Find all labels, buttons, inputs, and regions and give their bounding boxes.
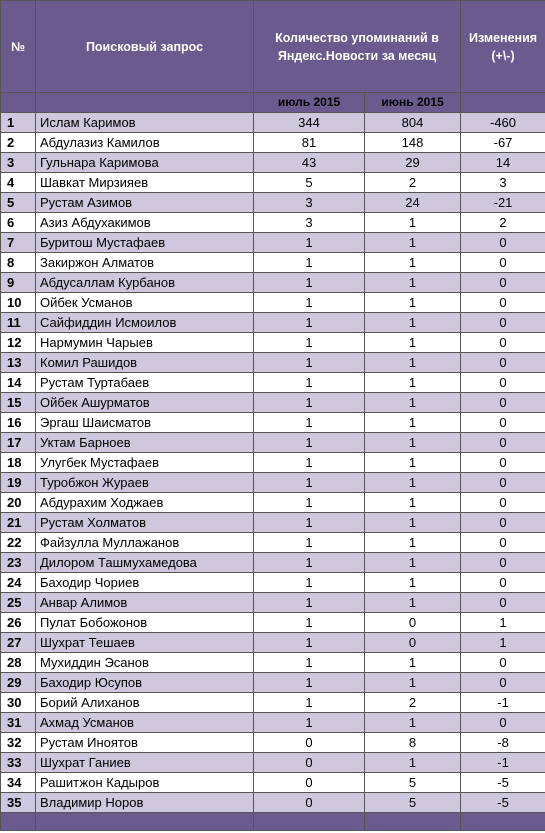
row-june: 1 xyxy=(365,653,461,673)
row-june: 1 xyxy=(365,673,461,693)
row-number: 21 xyxy=(1,513,36,533)
table-row xyxy=(1,633,545,653)
row-query: Рустам Туртабаев xyxy=(36,373,254,393)
row-change: 2 xyxy=(461,213,545,233)
row-july: 1 xyxy=(254,653,365,673)
row-change: 0 xyxy=(461,233,545,253)
row-number: 3 xyxy=(1,153,36,173)
row-query: Уктам Барноев xyxy=(36,433,254,453)
row-change: 0 xyxy=(461,373,545,393)
row-june: 0 xyxy=(365,633,461,653)
row-number: 18 xyxy=(1,453,36,473)
subheader-empty-num xyxy=(1,93,36,113)
subheader-june: июнь 2015 xyxy=(365,93,461,113)
row-query: Гульнара Каримова xyxy=(36,153,254,173)
row-change: 3 xyxy=(461,173,545,193)
row-query: Шавкат Мирзияев xyxy=(36,173,254,193)
row-july: 1 xyxy=(254,353,365,373)
table-row xyxy=(1,753,545,773)
row-number: 11 xyxy=(1,313,36,333)
row-change: 0 xyxy=(461,493,545,513)
row-change: -1 xyxy=(461,693,545,713)
row-july: 1 xyxy=(254,713,365,733)
row-change: 0 xyxy=(461,593,545,613)
table-row xyxy=(1,353,545,373)
row-query: Улугбек Мустафаев xyxy=(36,453,254,473)
header-num: № xyxy=(1,1,36,93)
row-june: 24 xyxy=(365,193,461,213)
row-number: 12 xyxy=(1,333,36,353)
row-change: -1 xyxy=(461,753,545,773)
row-change: 0 xyxy=(461,513,545,533)
row-number: 32 xyxy=(1,733,36,753)
row-change: 0 xyxy=(461,533,545,553)
row-july: 1 xyxy=(254,513,365,533)
row-july: 1 xyxy=(254,313,365,333)
row-july: 1 xyxy=(254,593,365,613)
row-june: 1 xyxy=(365,593,461,613)
footer-cell xyxy=(254,813,365,831)
row-query: Нармумин Чарыев xyxy=(36,333,254,353)
table-row xyxy=(1,593,545,613)
row-query: Баходир Чориев xyxy=(36,573,254,593)
row-july: 81 xyxy=(254,133,365,153)
row-query: Рустам Иноятов xyxy=(36,733,254,753)
row-july: 1 xyxy=(254,633,365,653)
row-query: Закиржон Алматов xyxy=(36,253,254,273)
row-july: 43 xyxy=(254,153,365,173)
row-july: 1 xyxy=(254,393,365,413)
row-query: Туробжон Жураев xyxy=(36,473,254,493)
row-june: 1 xyxy=(365,353,461,373)
row-number: 10 xyxy=(1,293,36,313)
row-change: -460 xyxy=(461,113,545,133)
row-june: 5 xyxy=(365,773,461,793)
header-change: Изменения (+\-) xyxy=(461,1,545,93)
row-change: 0 xyxy=(461,393,545,413)
table-row xyxy=(1,213,545,233)
table-row xyxy=(1,493,545,513)
row-june: 148 xyxy=(365,133,461,153)
row-query: Азиз Абдухакимов xyxy=(36,213,254,233)
row-change: 0 xyxy=(461,653,545,673)
row-number: 14 xyxy=(1,373,36,393)
row-number: 34 xyxy=(1,773,36,793)
row-june: 1 xyxy=(365,273,461,293)
row-query: Ислам Каримов xyxy=(36,113,254,133)
header-query: Поисковый запрос xyxy=(36,1,254,93)
row-june: 2 xyxy=(365,693,461,713)
row-change: 0 xyxy=(461,353,545,373)
table-row xyxy=(1,793,545,813)
row-query: Ахмад Усманов xyxy=(36,713,254,733)
row-number: 15 xyxy=(1,393,36,413)
row-change: 0 xyxy=(461,313,545,333)
row-june: 8 xyxy=(365,733,461,753)
row-june: 1 xyxy=(365,333,461,353)
row-july: 0 xyxy=(254,793,365,813)
row-change: 0 xyxy=(461,433,545,453)
table-header xyxy=(1,1,545,113)
row-july: 3 xyxy=(254,193,365,213)
row-change: 0 xyxy=(461,573,545,593)
row-june: 1 xyxy=(365,213,461,233)
table-row xyxy=(1,113,545,133)
table-body xyxy=(1,113,545,813)
row-june: 1 xyxy=(365,553,461,573)
table-row xyxy=(1,773,545,793)
row-number: 5 xyxy=(1,193,36,213)
table-row xyxy=(1,253,545,273)
row-query: Пулат Бобожонов xyxy=(36,613,254,633)
row-query: Анвар Алимов xyxy=(36,593,254,613)
row-number: 31 xyxy=(1,713,36,733)
row-query: Сайфиддин Исмоилов xyxy=(36,313,254,333)
row-change: -67 xyxy=(461,133,545,153)
row-change: 0 xyxy=(461,333,545,353)
footer-cell xyxy=(1,813,36,831)
row-query: Дилором Ташмухамедова xyxy=(36,553,254,573)
row-number: 27 xyxy=(1,633,36,653)
row-june: 1 xyxy=(365,433,461,453)
row-june: 1 xyxy=(365,533,461,553)
row-number: 30 xyxy=(1,693,36,713)
row-change: -5 xyxy=(461,793,545,813)
row-change: 0 xyxy=(461,713,545,733)
row-june: 0 xyxy=(365,613,461,633)
row-july: 1 xyxy=(254,613,365,633)
table-row xyxy=(1,233,545,253)
row-june: 1 xyxy=(365,493,461,513)
footer-cell xyxy=(365,813,461,831)
table-row xyxy=(1,273,545,293)
row-june: 1 xyxy=(365,373,461,393)
row-number: 17 xyxy=(1,433,36,453)
row-june: 1 xyxy=(365,753,461,773)
table-row xyxy=(1,413,545,433)
row-june: 5 xyxy=(365,793,461,813)
row-july: 1 xyxy=(254,453,365,473)
row-july: 1 xyxy=(254,473,365,493)
row-change: 0 xyxy=(461,673,545,693)
row-july: 1 xyxy=(254,253,365,273)
row-number: 26 xyxy=(1,613,36,633)
row-query: Комил Рашидов xyxy=(36,353,254,373)
row-number: 16 xyxy=(1,413,36,433)
header-mentions: Количество упоминаний в Яндекс.Новости за месяц xyxy=(254,1,461,93)
row-july: 1 xyxy=(254,333,365,353)
row-number: 33 xyxy=(1,753,36,773)
row-query: Шухрат Тешаев xyxy=(36,633,254,653)
row-number: 4 xyxy=(1,173,36,193)
table-row xyxy=(1,733,545,753)
row-june: 1 xyxy=(365,393,461,413)
table-row xyxy=(1,133,545,153)
table-row xyxy=(1,513,545,533)
row-number: 8 xyxy=(1,253,36,273)
row-change: 1 xyxy=(461,613,545,633)
row-change: 0 xyxy=(461,473,545,493)
row-change: 0 xyxy=(461,553,545,573)
row-change: 0 xyxy=(461,413,545,433)
row-query: Абдурахим Ходжаев xyxy=(36,493,254,513)
row-june: 1 xyxy=(365,293,461,313)
row-july: 1 xyxy=(254,433,365,453)
row-number: 9 xyxy=(1,273,36,293)
table-row xyxy=(1,553,545,573)
row-number: 24 xyxy=(1,573,36,593)
subheader-july: июль 2015 xyxy=(254,93,365,113)
row-number: 35 xyxy=(1,793,36,813)
row-query: Рашитжон Кадыров xyxy=(36,773,254,793)
row-june: 1 xyxy=(365,513,461,533)
row-july: 1 xyxy=(254,493,365,513)
row-june: 1 xyxy=(365,713,461,733)
row-change: 14 xyxy=(461,153,545,173)
row-query: Рустам Холматов xyxy=(36,513,254,533)
row-number: 1 xyxy=(1,113,36,133)
table-row xyxy=(1,433,545,453)
row-change: 0 xyxy=(461,293,545,313)
row-number: 6 xyxy=(1,213,36,233)
row-june: 2 xyxy=(365,173,461,193)
subheader-empty-change xyxy=(461,93,545,113)
footer-cell xyxy=(36,813,254,831)
row-query: Абдусаллам Курбанов xyxy=(36,273,254,293)
row-july: 1 xyxy=(254,413,365,433)
footer-cell xyxy=(461,813,545,831)
row-june: 1 xyxy=(365,413,461,433)
table-row xyxy=(1,193,545,213)
row-july: 0 xyxy=(254,753,365,773)
row-query: Борий Алиханов xyxy=(36,693,254,713)
row-july: 1 xyxy=(254,553,365,573)
table-row xyxy=(1,713,545,733)
table-row xyxy=(1,313,545,333)
table-row xyxy=(1,333,545,353)
table-row xyxy=(1,673,545,693)
row-june: 1 xyxy=(365,253,461,273)
row-change: 0 xyxy=(461,273,545,293)
row-june: 1 xyxy=(365,453,461,473)
row-july: 1 xyxy=(254,233,365,253)
row-july: 0 xyxy=(254,773,365,793)
table-row xyxy=(1,473,545,493)
table-row xyxy=(1,373,545,393)
row-june: 1 xyxy=(365,473,461,493)
row-change: 0 xyxy=(461,453,545,473)
row-july: 1 xyxy=(254,533,365,553)
row-number: 25 xyxy=(1,593,36,613)
row-number: 2 xyxy=(1,133,36,153)
row-july: 3 xyxy=(254,213,365,233)
row-change: -21 xyxy=(461,193,545,213)
row-june: 1 xyxy=(365,313,461,333)
row-change: 0 xyxy=(461,253,545,273)
subheader-empty-query xyxy=(36,93,254,113)
row-june: 29 xyxy=(365,153,461,173)
row-number: 22 xyxy=(1,533,36,553)
row-query: Файзулла Муллажанов xyxy=(36,533,254,553)
row-number: 20 xyxy=(1,493,36,513)
row-number: 13 xyxy=(1,353,36,373)
row-july: 1 xyxy=(254,673,365,693)
row-july: 5 xyxy=(254,173,365,193)
row-change: -5 xyxy=(461,773,545,793)
table-row xyxy=(1,613,545,633)
row-july: 1 xyxy=(254,373,365,393)
row-number: 28 xyxy=(1,653,36,673)
row-query: Буритош Мустафаев xyxy=(36,233,254,253)
row-june: 1 xyxy=(365,573,461,593)
row-change: 1 xyxy=(461,633,545,653)
row-july: 1 xyxy=(254,293,365,313)
table-row xyxy=(1,293,545,313)
table-row xyxy=(1,573,545,593)
table-row xyxy=(1,453,545,473)
table-row xyxy=(1,173,545,193)
row-query: Ойбек Ашурматов xyxy=(36,393,254,413)
table-row xyxy=(1,693,545,713)
row-query: Абдулазиз Камилов xyxy=(36,133,254,153)
row-query: Мухиддин Эсанов xyxy=(36,653,254,673)
row-query: Баходир Юсупов xyxy=(36,673,254,693)
table-row xyxy=(1,393,545,413)
row-june: 1 xyxy=(365,233,461,253)
row-july: 1 xyxy=(254,573,365,593)
row-june: 804 xyxy=(365,113,461,133)
row-number: 23 xyxy=(1,553,36,573)
row-july: 1 xyxy=(254,273,365,293)
row-query: Владимир Норов xyxy=(36,793,254,813)
table-footer xyxy=(1,813,545,831)
row-july: 0 xyxy=(254,733,365,753)
row-change: -8 xyxy=(461,733,545,753)
table-row xyxy=(1,653,545,673)
row-query: Шухрат Ганиев xyxy=(36,753,254,773)
row-number: 19 xyxy=(1,473,36,493)
table-row xyxy=(1,533,545,553)
row-number: 29 xyxy=(1,673,36,693)
row-query: Ойбек Усманов xyxy=(36,293,254,313)
table-row xyxy=(1,153,545,173)
row-number: 7 xyxy=(1,233,36,253)
row-query: Рустам Азимов xyxy=(36,193,254,213)
row-query: Эргаш Шаисматов xyxy=(36,413,254,433)
row-july: 344 xyxy=(254,113,365,133)
row-july: 1 xyxy=(254,693,365,713)
